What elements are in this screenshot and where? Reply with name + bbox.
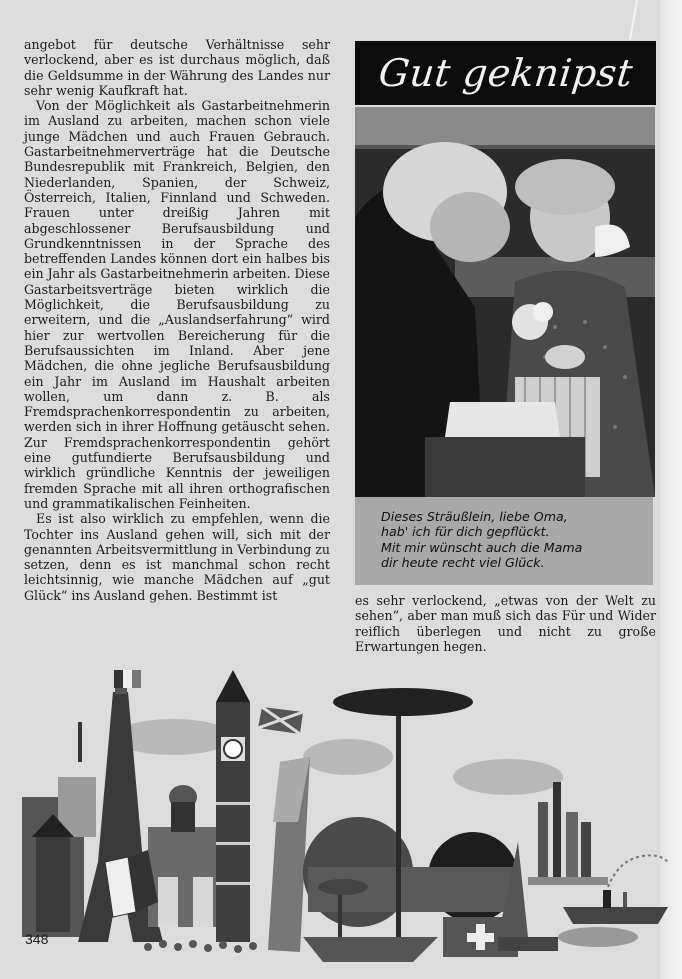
hills xyxy=(303,817,518,927)
union-jack-flag xyxy=(258,707,303,734)
left-buildings xyxy=(22,722,96,937)
article-paragraph: angebot für deutsche Verhältnisse sehr verlockend, aber es ist durchaus möglich, daß die Geldsumme in der Währung des Landes nur sehr wenig Kaufkraft hat. xyxy=(24,37,330,98)
photo-caption xyxy=(355,497,653,585)
caption-line: dir heute recht viel Glück. xyxy=(381,555,545,571)
article-paragraph: es sehr verlockend, „etwas von der Welt zu sehen“, aber man muß sich das Für und Wider reiflich überlegen und nicht zu große Erwartungen hegen. xyxy=(355,593,656,654)
distant-city xyxy=(528,782,608,885)
article-left-column xyxy=(24,37,330,603)
page-number: 348 xyxy=(25,931,49,947)
article-paragraph: Von der Möglichkeit als Gastarbeitnehmerin im Ausland zu arbeiten, machen schon viele junge Mädchen und auch Frauen Gebrauch. Gastarbeitnehmerverträge hat die Deutsche Bundesrepublik mit Frankreich, Belgien, den Niederlanden, Spanien, der Schweiz, Österreich, Italien, Finnland und Schweden. Frauen unter dreißig Jahren mit abgeschlossener Berufsausbildung und Grundkenntnissen in der Sprache des betreffenden Landes können dort ein halbes bis ein Jahr als Gastarbeitnehmerin arbeiten. Diese Gastarbeitsverträge bieten wirklich die Möglichkeit, die Berufsausbildung zu erweitern, und die „Auslandserfahrung“ wird hier zur wertvollen Bereicherung für die Berufsaussichten im Inland. Aber jene Mädchen, die ohne jegliche Berufsausbildung ein Jahr im Ausland im Haushalt arbeiten wollen, um dann z. B. als Fremdsprachenkorrespondentin zu arbeiten, werden sich in ihrer Hoffnung getäuscht sehen. Zur Fremdsprachenkorrespondentin gehört eine gutfundierte Berufsausbildung und wirklich gründliche Kenntnis der jeweiligen fremden Sprache mit all ihren orthografischen und grammatikalischen Feinheiten. xyxy=(24,98,330,511)
europe-skyline-illustration xyxy=(18,662,678,962)
caption-line: hab' ich für dich gepflückt. xyxy=(381,524,550,540)
feature-title-banner xyxy=(355,41,656,105)
french-flag-top xyxy=(114,670,141,688)
feature-photo xyxy=(355,107,655,497)
article-right-column xyxy=(355,593,656,654)
article-paragraph: Es ist also wirklich zu empfehlen, wenn die Tochter ins Ausland gehen will, sich mit der genannten Arbeitsvermittlung in Verbindung zu setzen, denn es ist manchmal schon recht leichtsinnig, wie manche Mädchen auf „gut Glück“ ins Ausland gehen. Bestimmt ist xyxy=(24,511,331,603)
leaning-tower-pisa xyxy=(268,757,310,952)
feature-title: Gut geknipst xyxy=(376,51,635,95)
photo-grandmother-and-girl xyxy=(355,107,655,497)
caption-line: Mit mir wünscht auch die Mama xyxy=(381,539,583,555)
cloud xyxy=(453,759,563,795)
caption-line: Dieses Sträußlein, liebe Oma, xyxy=(381,509,568,524)
steamship xyxy=(563,855,668,924)
cloud xyxy=(303,739,393,775)
paper-crease xyxy=(629,0,638,40)
big-ben xyxy=(216,670,250,942)
water xyxy=(558,927,638,947)
skyline-drawing xyxy=(18,662,678,962)
